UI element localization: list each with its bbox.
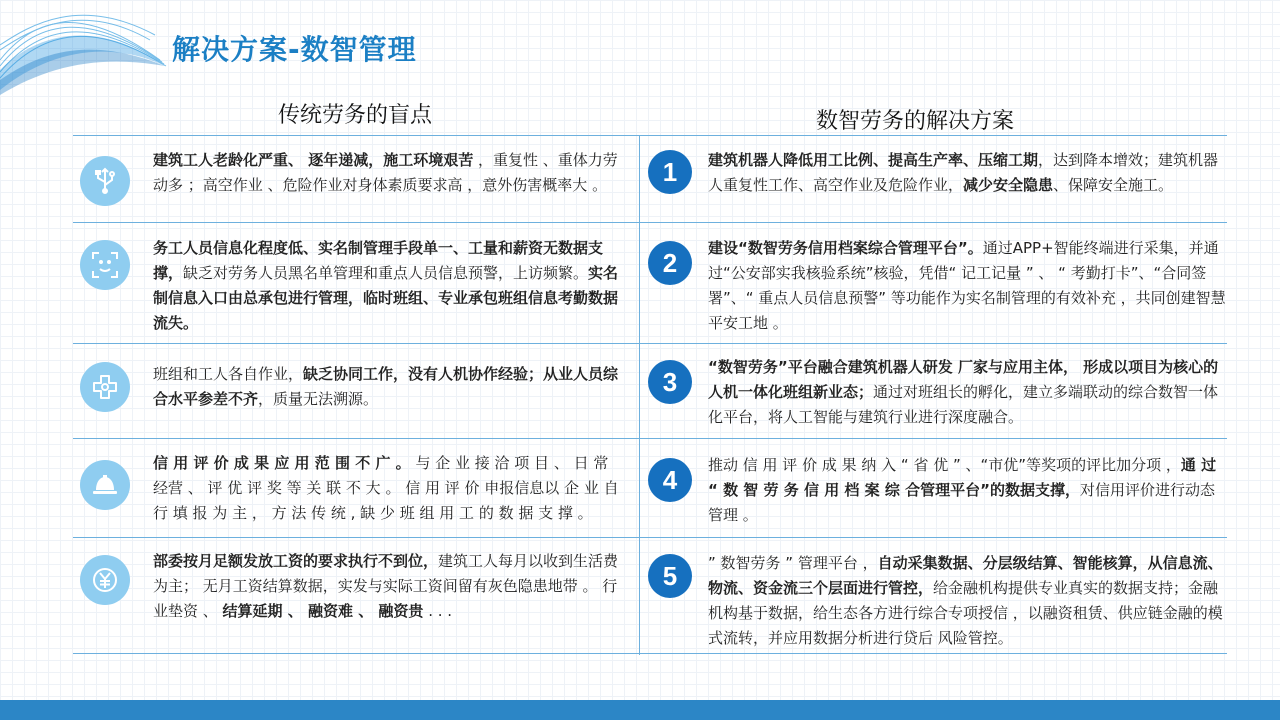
body-text: 通过对班组长的孵化，建立多端联动的综合数智一体化平台，将人工智能与建筑行业进行深度融合。 <box>708 383 1219 426</box>
page-title: 解决方案-数智管理 <box>172 33 417 66</box>
body-text: 、保障安全施工。 <box>1053 176 1174 194</box>
solution-number-badge: 4 <box>648 458 692 502</box>
collaboration-icon <box>80 362 130 412</box>
emphasis-text: 实名制信息入口由总承包进行管理，临时班组、专业承包班组信息考勤数据流失。 <box>153 264 619 332</box>
emphasis-text: 信 用 评 价 成 果 应 用 范 围 不 广 。 <box>153 454 411 472</box>
right-column-title: 数智劳务的解决方案 <box>815 109 1014 134</box>
solution-number-badge: 1 <box>648 150 692 194</box>
emphasis-text: 务工人员信息化程度低、实名制管理手段单一、工量和薪资无数据支撑， <box>153 239 604 282</box>
body-text: ，达到降本增效；建筑机器人重复性工作、高空作业及危险作业， <box>708 151 1219 194</box>
wave-decoration <box>0 0 170 95</box>
emphasis-text: 建筑工人老龄化严重、 逐年递减，施工环境艰苦 <box>153 151 474 169</box>
blind-spot-text <box>153 451 625 526</box>
emphasis-text: 通 过 “ 数 智 劳 务 信 用 档 案 综 合管理平台”的数据支撑， <box>708 456 1217 499</box>
solution-text <box>708 355 1228 430</box>
solution-number-badge: 3 <box>648 360 692 404</box>
body-text: ，质量无法溯源。 <box>258 390 379 408</box>
solution-number-badge: 2 <box>648 241 692 285</box>
body-text: 通过APP+智能终端进行采集，并通过“公安部实我核验系统”核验，凭借“ 记工记量 ” 、 “ 考勤打卡”、“合同签署”、“ 重点人员信息预警” 等功能作为实名制管理的有效补充 ，共同创建智慧平安工地 。 <box>708 239 1226 332</box>
solution-text <box>708 453 1228 528</box>
body-text: 与 企 业 接 洽 项 目 、 日 常 经营 、 评 优 评 奖 等 关 联 不 大 。 信 用 评 价 申报信息以 企 业 自 行 填 报 为 主 ， 方 法 传 统 , 缺 少 班 组 用 工 的 数 据 支 撑 。 <box>153 454 619 522</box>
yuan-icon <box>80 555 130 605</box>
emphasis-text: 建设“数智劳务信用档案综合管理平台”。 <box>708 239 983 257</box>
body-text: 班组和工人各自作业， <box>153 365 304 383</box>
body-text: 推动 信 用 评 价 成 果 纳 入 “ 省 优 ” 、“市优”等奖项的评比加分项 ， <box>708 456 1181 474</box>
solution-text <box>708 551 1228 651</box>
divider <box>73 135 1227 136</box>
body-text: ，重复性 、重体力劳动多 ；高空作业 、危险作业对身体素质要求高 ，意外伤害概率大 。 <box>153 151 618 194</box>
helmet-icon <box>80 460 130 510</box>
emphasis-text: 建筑机器人降低用工比例、提高生产率、压缩工期 <box>708 151 1039 169</box>
blind-spot-text <box>153 148 625 198</box>
divider <box>73 653 1227 654</box>
emphasis-text: 结算延期 、 融资难 、 融资贵 <box>222 602 424 620</box>
bottom-bar <box>0 700 1280 720</box>
blind-spot-text <box>153 236 625 336</box>
body-text: 缺乏对劳务人员黑名单管理和重点人员信息预警，上访频繁。 <box>183 264 589 282</box>
divider <box>73 343 1227 344</box>
divider <box>73 537 1227 538</box>
divider <box>73 438 1227 439</box>
blind-spot-text <box>153 549 625 624</box>
solution-text <box>708 236 1228 336</box>
body-text: . . . <box>423 602 453 620</box>
emphasis-text: 部委按月足额发放工资的要求执行不到位， <box>153 552 439 570</box>
solution-number-badge: 5 <box>648 554 692 598</box>
solution-text <box>708 148 1228 198</box>
usb-icon <box>80 156 130 206</box>
divider <box>73 222 1227 223</box>
emphasis-text: “数智劳务”平台融合建筑机器人研发 厂家与应用主体， 形成以项目为核心的人机一体化班组新业态； <box>708 358 1219 401</box>
column-divider <box>639 135 640 655</box>
body-text: 给金融机构提供专业真实的数据支持；金融机构基于数据，给生态各方进行综合专项授信 ，以融资租赁、供应链金融的模式流转，并应用数据分析进行贷后 风险管控。 <box>708 579 1223 647</box>
emphasis-text: 自动采集数据、分层级结算、智能核算，从信息流、物流、资金流三个层面进行管控， <box>708 554 1223 597</box>
body-text: ” 数智劳务 ” 管理平台 ， <box>708 554 878 572</box>
body-text: 对信用评价进行动态管理 。 <box>708 481 1215 524</box>
emphasis-text: 减少安全隐患 <box>963 176 1054 194</box>
blind-spot-text <box>153 362 625 412</box>
face-scan-icon <box>80 240 130 290</box>
body-text: 建筑工人每月以收到生活费为主； 无月工资结算数据，实发与实际工资间留有灰色隐患地带 。 行业垫资 、 <box>153 552 619 620</box>
left-column-title: 传统劳务的盲点 <box>277 103 432 128</box>
emphasis-text: 缺乏协同工作，没有人机协作经验；从业人员综合水平参差不齐 <box>153 365 619 408</box>
